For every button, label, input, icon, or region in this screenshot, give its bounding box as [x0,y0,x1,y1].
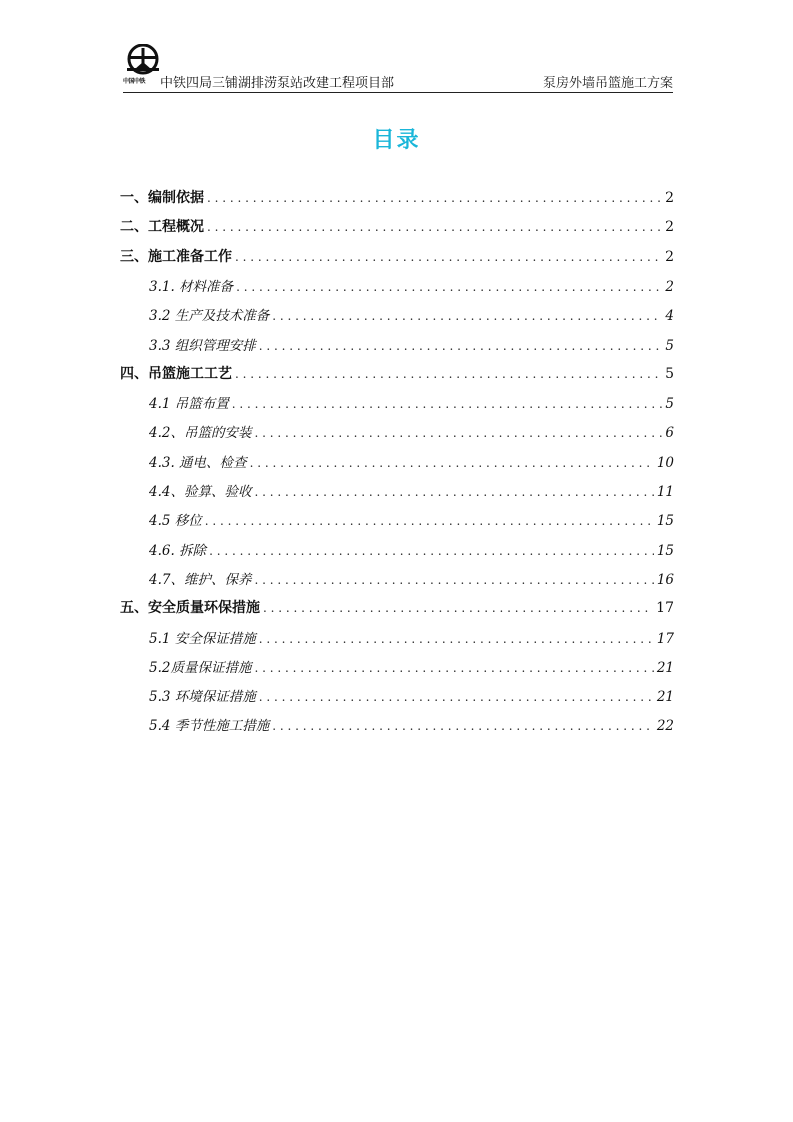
toc-page-number: 6 [665,425,674,442]
toc-entry-title: 5.3 环境保证措施 [149,689,256,706]
toc-entry-title: 四、吊篮施工工艺 [120,365,232,382]
toc-entry-title: 3.2 生产及技术准备 [149,308,270,325]
toc-page-number: 17 [656,630,674,647]
toc-subsection-entry[interactable] [149,392,674,412]
header-project-name: 中铁四局三铺湖排涝泵站改建工程项目部 [160,76,395,91]
toc-page-number: 17 [656,600,674,617]
toc-entry-title: 二、工程概况 [120,219,204,236]
toc-entry-title: 4.4、验算、验收 [149,484,252,500]
toc-page-number: 2 [665,248,674,265]
toc-subsection-entry[interactable] [149,685,674,705]
toc-subsection-entry[interactable] [149,304,674,324]
toc-page-number: 5 [665,365,674,382]
toc-page-number: 2 [665,190,674,206]
toc-page-number: 2 [665,278,674,295]
crec-logo-icon [123,44,163,90]
toc-entry-title: 5.4 季节性施工措施 [149,718,270,735]
toc-page-number: 11 [656,484,674,500]
logo-text: 中国中铁 [123,78,146,85]
toc-leader-dots [254,573,653,587]
toc-page-number: 5 [665,396,674,413]
toc-subsection-entry[interactable] [149,656,674,676]
toc-leader-dots [263,601,653,615]
page-header [123,44,673,93]
toc-leader-dots [232,397,663,411]
toc-page-number: 16 [656,571,674,588]
toc-leader-dots [250,456,654,470]
toc-entry-title: 4.5 移位 [149,513,202,530]
toc-subsection-entry[interactable] [149,509,674,529]
toc-entry-title: 4.1 吊篮布置 [149,396,229,413]
toc-leader-dots [254,661,653,675]
toc-section-entry[interactable] [120,187,674,207]
toc-entry-title: 5.1 安全保证措施 [149,630,256,647]
toc-page-number: 4 [665,308,674,325]
toc-leader-dots [205,514,654,528]
toc-subsection-entry[interactable] [149,421,674,441]
toc-page-number: 15 [656,542,674,559]
toc-section-entry[interactable] [120,597,674,617]
toc-entry-title: 一、编制依据 [120,190,204,206]
toc-leader-dots [259,632,654,646]
toc-section-entry[interactable] [120,363,674,383]
toc-page-number: 22 [656,718,674,735]
toc-subsection-entry[interactable] [149,568,674,588]
toc-section-entry[interactable] [120,246,674,266]
toc-subsection-entry[interactable] [149,714,674,734]
toc-page-number: 21 [656,659,674,676]
toc-leader-dots [207,191,662,205]
toc-leader-dots [236,280,662,294]
toc-page-number: 10 [656,454,674,471]
toc-subsection-entry[interactable] [149,334,674,354]
toc-entry-title: 4.2、吊篮的安装 [149,425,252,442]
toc-entry-title: 5.2质量保证措施 [149,659,252,676]
toc-leader-dots [272,309,662,323]
toc-entry-title: 4.6. 拆除 [149,542,207,559]
toc-section-entry[interactable] [120,216,674,236]
toc-leader-dots [272,719,654,733]
page-title: 目录 [372,128,421,153]
toc-page-number: 5 [665,337,674,354]
toc-page-number: 2 [665,219,674,236]
toc-subsection-entry[interactable] [149,451,674,471]
toc-entry-title: 3.3 组织管理安排 [149,337,256,354]
header-document-name: 泵房外墙吊篮施工方案 [542,76,673,91]
toc-leader-dots [259,339,663,353]
toc-leader-dots [254,485,653,499]
toc-page-number: 15 [656,513,674,530]
toc-subsection-entry[interactable] [149,480,674,500]
toc-subsection-entry[interactable] [149,539,674,559]
toc-leader-dots [235,367,662,381]
toc-subsection-entry[interactable] [149,627,674,647]
toc-page-number: 21 [656,689,674,706]
toc-leader-dots [259,690,654,704]
toc-entry-title: 4.3. 通电、检查 [149,454,247,471]
toc-entry-title: 4.7、维护、保养 [149,571,252,588]
toc-leader-dots [254,426,662,440]
toc-subsection-entry[interactable] [149,275,674,295]
toc-leader-dots [209,544,654,558]
toc-entry-title: 五、安全质量环保措施 [120,600,260,617]
toc-leader-dots [207,220,662,234]
toc-entry-title: 三、施工准备工作 [120,248,232,265]
toc-entry-title: 3.1. 材料准备 [149,278,234,295]
toc-leader-dots [235,250,662,264]
